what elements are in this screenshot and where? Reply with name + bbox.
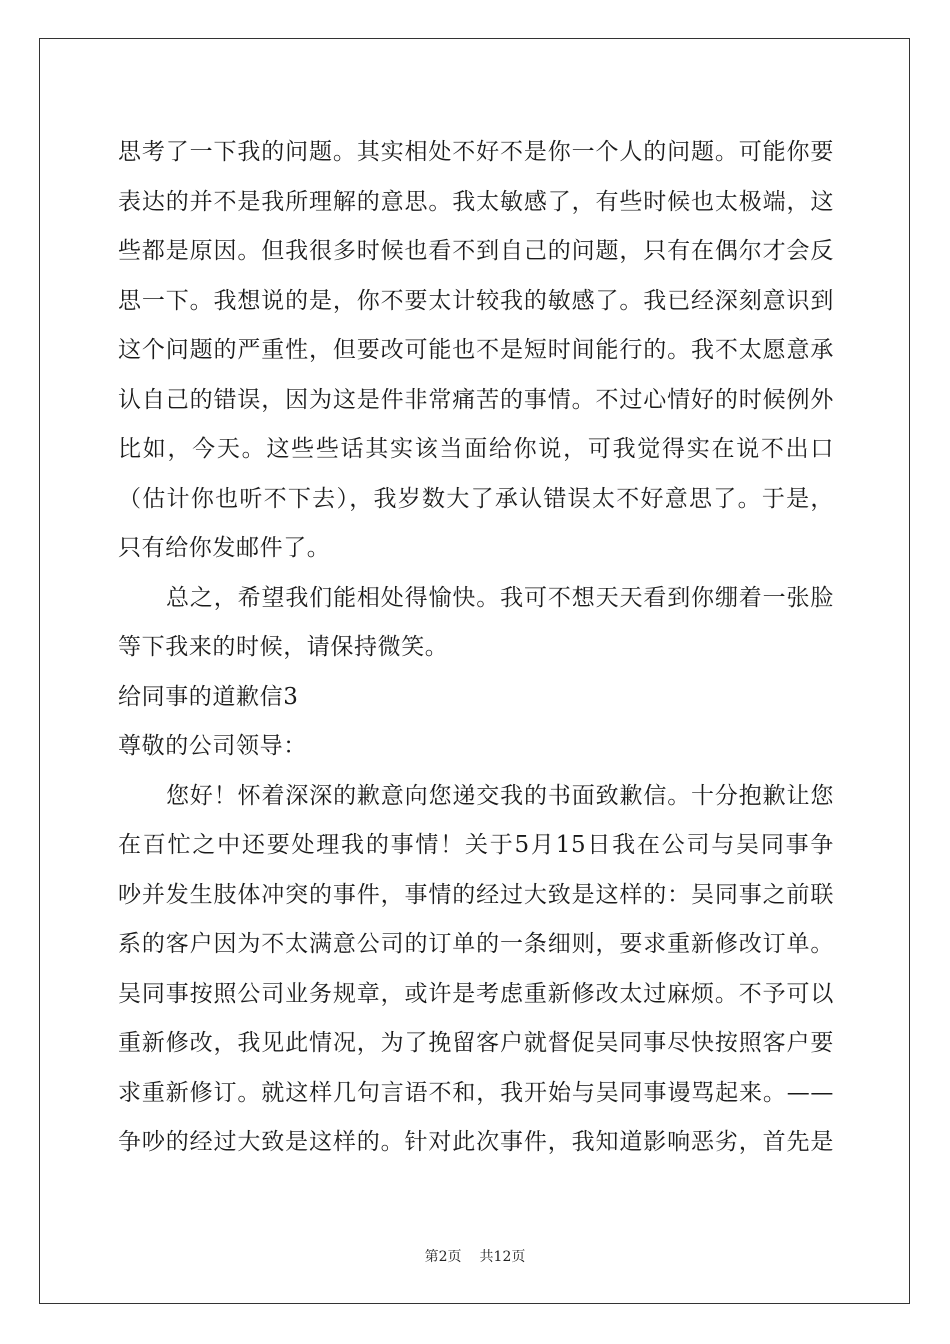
text-line: 系的客户因为不太满意公司的订单的一条细则，要求重新修改订单。 bbox=[118, 931, 834, 957]
page-total: 共12页 bbox=[479, 1249, 526, 1265]
text-line: 比如，今天。这些些话其实该当面给你说，可我觉得实在说不出口 bbox=[118, 436, 834, 462]
section-heading: 给同事的道歉信3 bbox=[118, 683, 299, 710]
text-line: 思考了一下我的问题。其实相处不好不是你一个人的问题。可能你要 bbox=[118, 139, 834, 165]
salutation: 尊敬的公司领导： bbox=[118, 733, 307, 759]
text-line: 认自己的错误，因为这是件非常痛苦的事情。不过心情好的时候例外 bbox=[118, 386, 834, 413]
text-line: 总之，希望我们能相处得愉快。我可不想天天看到你绷着一张脸 bbox=[166, 584, 834, 611]
document-body bbox=[118, 128, 834, 1168]
text-line: 思一下。我想说的是，你不要太计较我的敏感了。我已经深刻意识到 bbox=[118, 287, 834, 314]
text-line: 重新修改，我见此情况，为了挽留客户就督促吴同事尽快按照客户要 bbox=[118, 1030, 834, 1056]
text-line: 吵并发生肢体冲突的事件，事情的经过大致是这样的：吴同事之前联 bbox=[118, 881, 834, 908]
text-line: 在百忙之中还要处理我的事情！关于5月15日我在公司与吴同事争 bbox=[118, 832, 834, 858]
text-line: 表达的并不是我所理解的意思。我太敏感了，有些时候也太极端，这 bbox=[118, 188, 834, 215]
text-line: （估计你也听不下去），我岁数大了承认错误太不好意思了。于是， bbox=[118, 485, 834, 512]
text-line: 这个问题的严重性，但要改可能也不是短时间能行的。我不太愿意承 bbox=[118, 337, 834, 363]
page-number: 第2页 bbox=[424, 1249, 462, 1265]
text-line: 您好！怀着深深的歉意向您递交我的书面致歉信。十分抱歉让您 bbox=[166, 782, 834, 809]
text-line: 只有给你发邮件了。 bbox=[118, 535, 331, 561]
text-line: 等下我来的时候，请保持微笑。 bbox=[118, 634, 449, 660]
text-line: 些都是原因。但我很多时候也看不到自己的问题，只有在偶尔才会反 bbox=[118, 238, 834, 264]
text-line: 求重新修订。就这样几句言语不和，我开始与吴同事谩骂起来。—— bbox=[118, 1079, 834, 1106]
text-line: 争吵的经过大致是这样的。针对此次事件，我知道影响恶劣，首先是 bbox=[118, 1129, 834, 1155]
page-footer bbox=[0, 1246, 950, 1266]
text-line: 吴同事按照公司业务规章，或许是考虑重新修改太过麻烦。不予可以 bbox=[118, 980, 834, 1007]
